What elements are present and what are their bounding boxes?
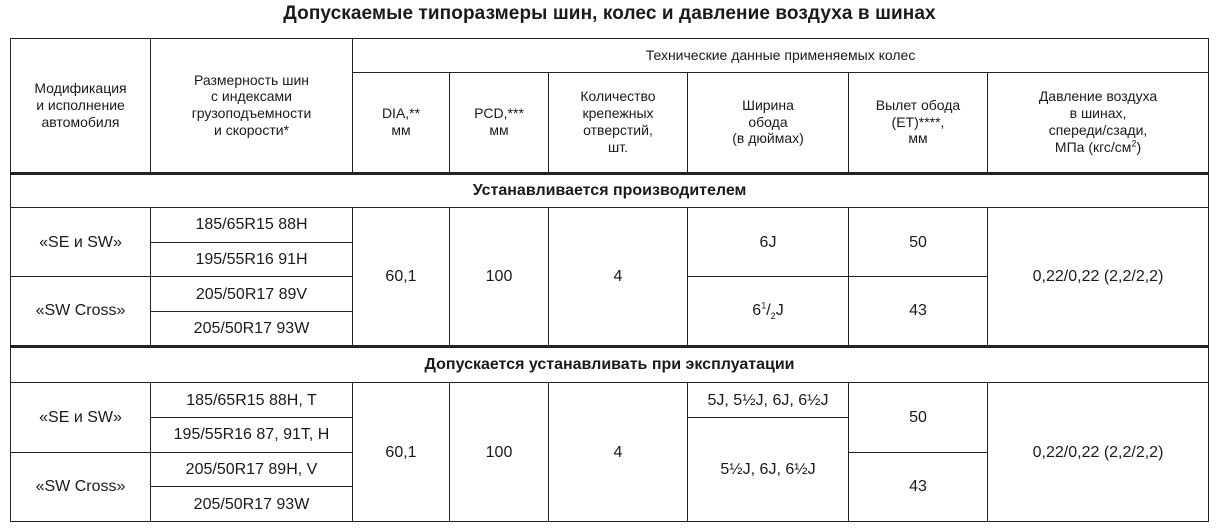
bolt-count-value: 4 xyxy=(549,383,688,522)
rim-width-int: 6 xyxy=(752,302,762,320)
header-pcd: PCD,*** мм xyxy=(450,72,549,173)
header-tire-size: Размерность шин с индексами грузоподъемности и скорости* xyxy=(151,39,353,174)
pcd-value: 100 xyxy=(450,383,549,522)
header-pressure-sup: 2 xyxy=(1131,138,1137,149)
section-factory-label: Устанавливается производителем xyxy=(11,173,1209,208)
offset-value: 50 xyxy=(849,383,988,452)
offset-value: 43 xyxy=(849,277,988,346)
rim-width-den: 2 xyxy=(770,311,776,322)
rim-width-value: 5J, 5½J, 6J, 6½J xyxy=(688,383,849,418)
header-tech-data: Технические данные применяемых колес xyxy=(353,39,1209,73)
offset-value: 43 xyxy=(849,452,988,521)
mod-se-sw: «SE и SW» xyxy=(11,383,151,452)
rim-width-value: $6^1/_2J$ xyxy=(688,277,849,346)
pressure-value: 0,22/0,22 (2,2/2,2) xyxy=(988,208,1209,347)
header-dia: DIA,** мм xyxy=(353,72,450,173)
tire-size-cell: 205/50R17 93W xyxy=(151,487,353,522)
pressure-value: 0,22/0,22 (2,2/2,2) xyxy=(988,383,1209,522)
mod-se-sw: «SE и SW» xyxy=(11,208,151,277)
offset-value: 50 xyxy=(849,208,988,277)
header-bolt-count: Количество крепежных отверстий, шт. xyxy=(549,72,688,173)
mod-sw-cross: «SW Cross» xyxy=(11,452,151,521)
header-rim-width: Ширина обода (в дюймах) xyxy=(688,72,849,173)
pcd-value: 100 xyxy=(450,208,549,347)
section-operation-label: Допускается устанавливать при эксплуатации xyxy=(11,346,1209,383)
tire-size-cell: 185/65R15 88H, T xyxy=(151,383,353,418)
tire-size-cell: 205/50R17 89V xyxy=(151,277,353,312)
tire-spec-table xyxy=(10,38,1209,522)
dia-value: 60,1 xyxy=(353,208,450,347)
header-pressure-end: ) xyxy=(1136,138,1142,155)
header-pressure xyxy=(988,72,1209,173)
tire-size-cell: 195/55R16 87, 91T, H xyxy=(151,418,353,453)
dia-value: 60,1 xyxy=(353,383,450,522)
header-pressure-text: Давление воздуха в шинах, спереди/сзади, МПа (кгс/см xyxy=(1038,88,1158,155)
tire-size-cell: 205/50R17 89H, V xyxy=(151,452,353,487)
rim-width-num: 1 xyxy=(761,301,767,312)
page-title: Допускаемые типоразмеры шин, колес и давление воздуха в шинах xyxy=(283,3,936,24)
tire-size-cell: 205/50R17 93W xyxy=(151,312,353,347)
rim-width-value: 5½J, 6J, 6½J xyxy=(688,418,849,522)
tire-size-cell: 195/55R16 91H xyxy=(151,242,353,277)
rim-width-suffix: J xyxy=(775,302,784,320)
header-offset: Вылет обода (ET)****, мм xyxy=(849,72,988,173)
mod-sw-cross: «SW Cross» xyxy=(11,277,151,346)
tire-size-cell: 185/65R15 88H xyxy=(151,208,353,243)
header-modification: Модификация и исполнение автомобиля xyxy=(11,39,151,174)
bolt-count-value: 4 xyxy=(549,208,688,347)
rim-width-value: 6J xyxy=(688,208,849,277)
